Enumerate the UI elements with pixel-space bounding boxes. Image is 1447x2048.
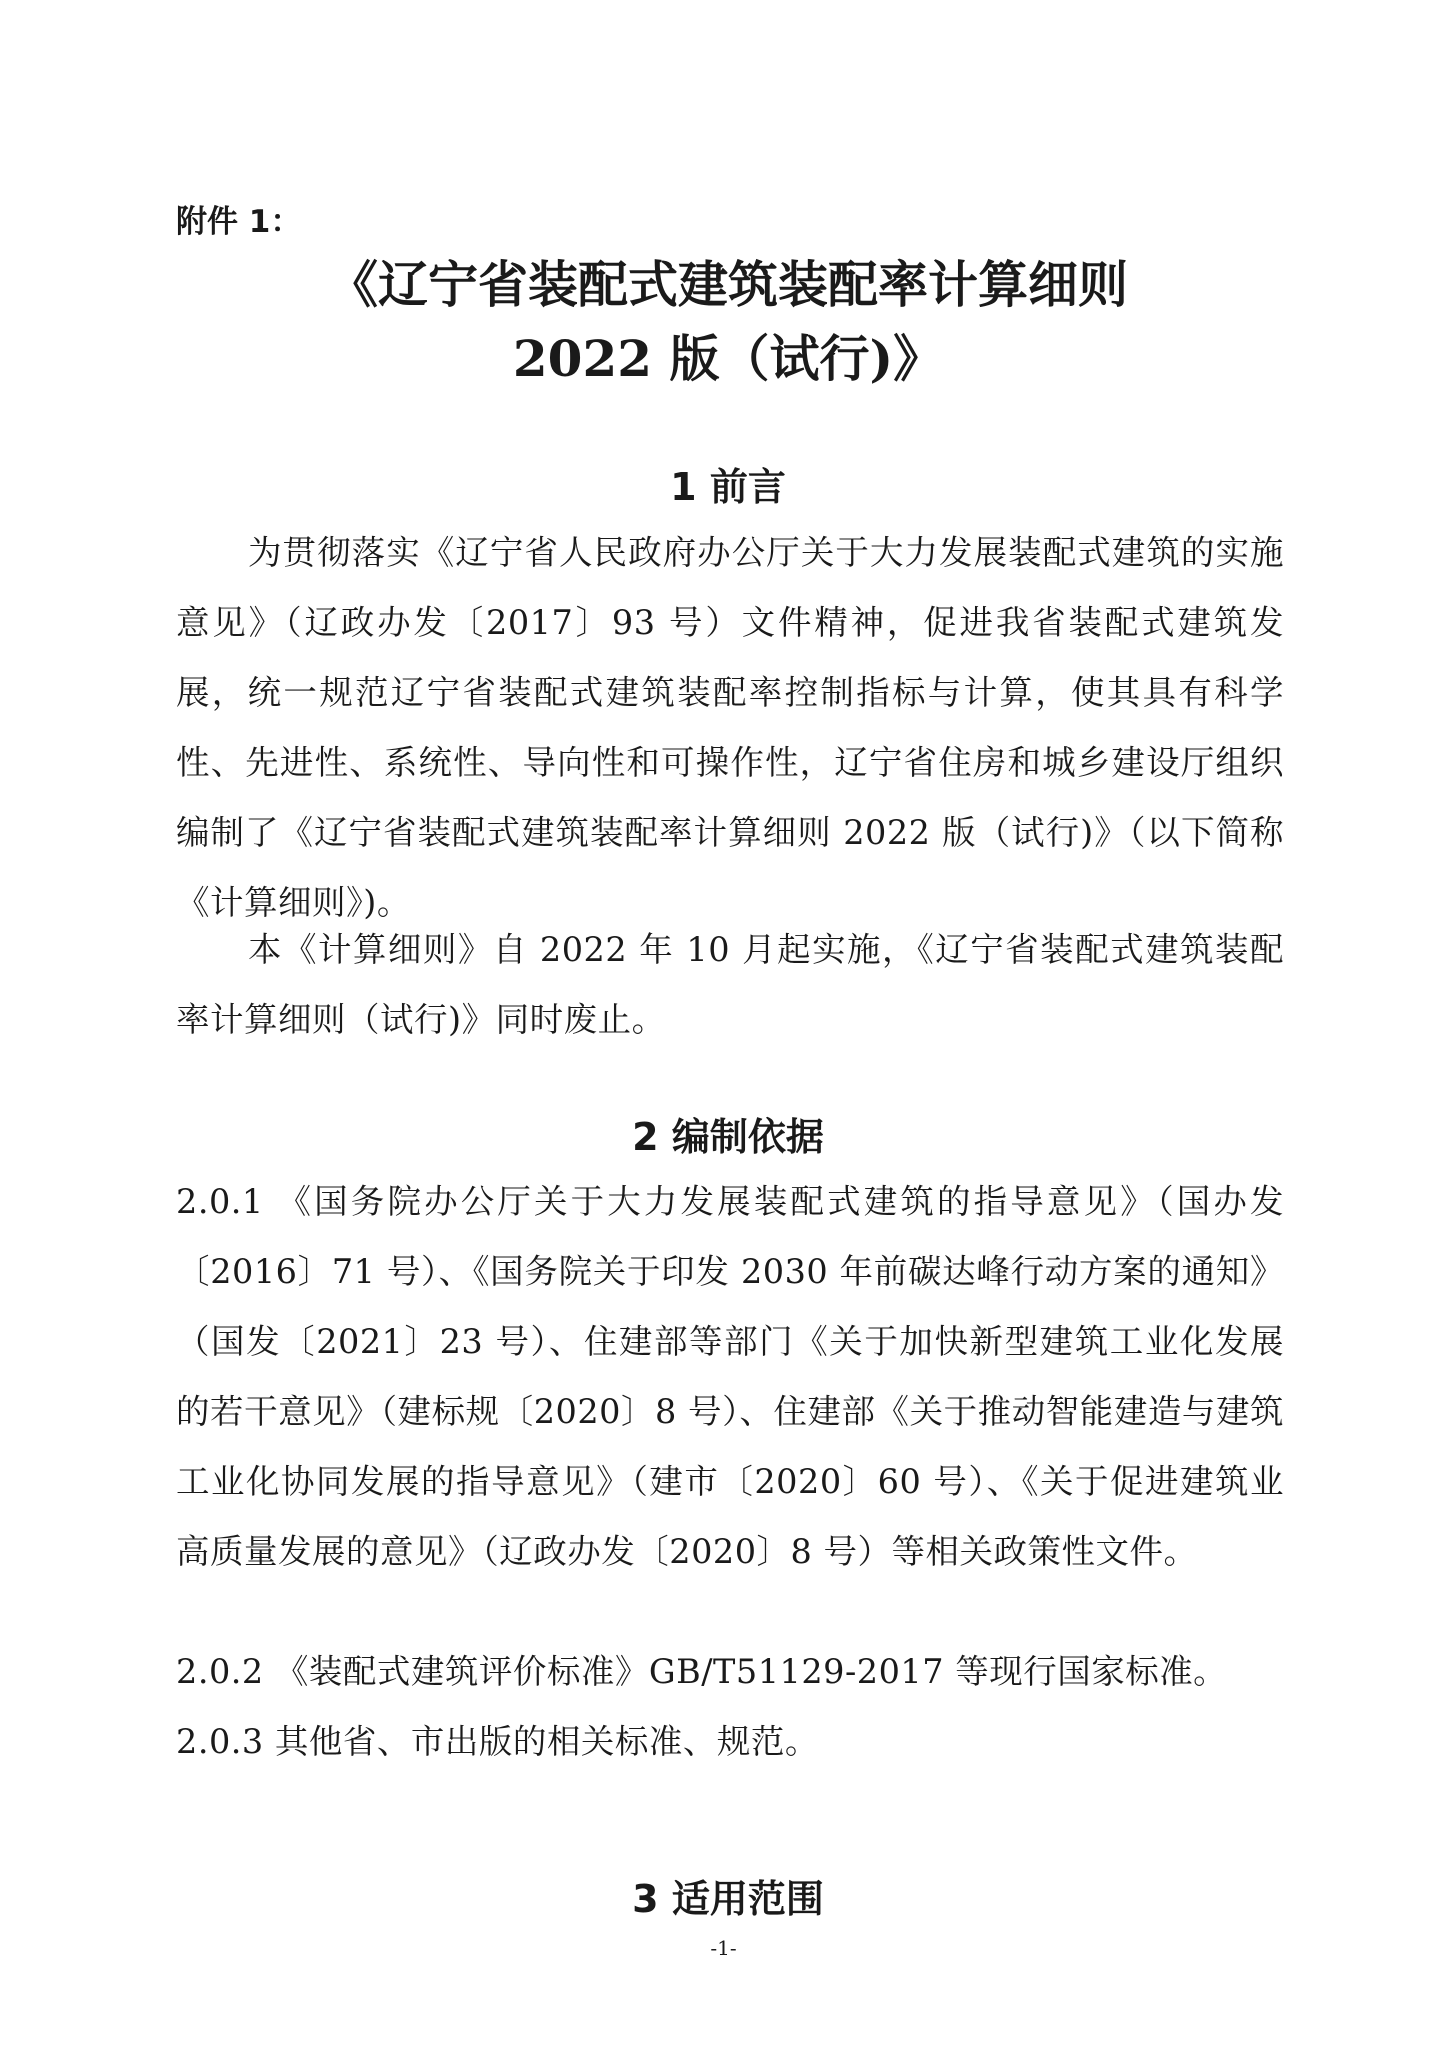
basis-item-2-0-2: 2.0.2 《装配式建筑评价标准》GB/T51129-2017 等现行国家标准。 <box>176 1652 1228 1691</box>
basis-item-2-0-3: 2.0.3 其他省、市出版的相关标准、规范。 <box>176 1722 819 1761</box>
section-heading-basis: 2 编制依据 <box>632 1115 824 1159</box>
page-number: -1- <box>710 1936 737 1960</box>
attachment-label: 附件 1： <box>176 204 302 240</box>
preface-paragraph-2: 本《计算细则》自 2022 年 10 月起实施，《辽宁省装配式建筑装配率计算细则（试行)》同时废止。 <box>176 930 1284 1039</box>
preface-paragraph-1: 为贯彻落实《辽宁省人民政府办公厅关于大力发展装配式建筑的实施意见》（辽政办发〔2017〕93 号）文件精神，促进我省装配式建筑发展，统一规范辽宁省装配式建筑装配率控制指标与计算，使其具有科学性、先进性、系统性、导向性和可操作性，辽宁省住房和城乡建设厅组织编制了《辽宁省装配式建筑装配率计算细则 2022 版（试行)》（以下简称《计算细则》)。 <box>176 533 1284 922</box>
document-title-line-2: 2022 版（试行)》 <box>512 329 944 388</box>
basis-item-2-0-1: 2.0.1 《国务院办公厅关于大力发展装配式建筑的指导意见》（国办发〔2016〕71 号）、《国务院关于印发 2030 年前碳达峰行动方案的通知》（国发〔2021〕23 号）、住建部等部门《关于加快新型建筑工业化发展的若干意见》（建标规〔2020〕8 号）、住建部《关于推动智能建造与建筑工业化协同发展的指导意见》（建市〔2020〕60 号）、《关于促进建筑业高质量发展的意见》（辽政办发〔2020〕8 号）等相关政策性文件。 <box>176 1182 1284 1571</box>
document-title-line-1: 《辽宁省装配式建筑装配率计算细则 <box>328 255 1128 314</box>
section-heading-preface: 1 前言 <box>670 465 786 509</box>
section-heading-scope: 3 适用范围 <box>632 1877 824 1921</box>
